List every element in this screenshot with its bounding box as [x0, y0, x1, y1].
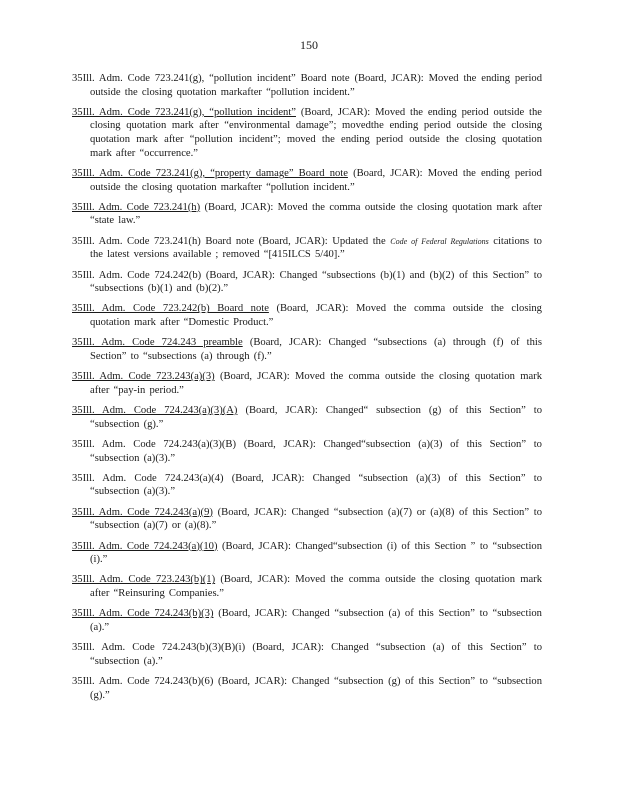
entry-text: (Board, JCAR): Moved the comma outside the closing quotation mark after “pay-in period.”	[90, 371, 542, 396]
entry-text: (Board, JCAR): Moved the comma outside the closing quotation mark after “Reinsuring Companies.”	[90, 574, 543, 600]
entry	[72, 167, 542, 194]
entry	[72, 201, 542, 228]
entry	[72, 540, 542, 567]
entry-text: (Board, JCAR): Changed “subsection (a)(3) of this Section” to “subsection (a)(3).”	[90, 472, 542, 498]
entry	[72, 302, 542, 329]
entry-citation: 35Ill. Adm. Code 723.243(b)(1)	[72, 574, 216, 586]
entry-text: (Board, JCAR): Changed “subsection (a)(7) or (a)(8) of this Section” to “subsection (a)(7) or (a)(8).”	[90, 506, 542, 532]
entry-text: (Board, JCAR): Moved the comma outside the closing quotation mark after “Domestic Product.”	[90, 303, 542, 329]
entry-citation: 35Ill. Adm. Code 724.243 preamble	[72, 337, 243, 349]
entry-text: (Board, JCAR): Changed“subsection (i) of this Section ” to “subsection (i).”	[90, 540, 542, 566]
entry	[72, 506, 542, 533]
entry-text: (Board, JCAR): Changed“subsection (a)(3) of this Section” to “subsection (a)(3).”	[90, 438, 542, 464]
entry-citation: 35Ill. Adm. Code 724.243(a)(9)	[72, 506, 213, 518]
entry	[72, 106, 542, 160]
entry-citation: 35Ill. Adm. Code 724.243(a)(10)	[72, 540, 218, 552]
errata-list	[72, 72, 542, 709]
entry-text: citations to the latest versions available ; removed “[415ILCS 5/40].”	[90, 235, 542, 261]
entry-text: (Board, JCAR): Changed “subsection (a) of this Section” to “subsection (a).”	[90, 642, 542, 667]
entry	[72, 641, 542, 668]
entry-citation: 35Ill. Adm. Code 724.243(a)(3)(A)	[72, 405, 238, 417]
entry	[72, 370, 542, 397]
entry-citation: 35Ill. Adm. Code 724.243(b)(3)	[72, 608, 214, 620]
entry	[72, 269, 542, 296]
entry-citation: 35Ill. Adm. Code 723.242(b) Board note	[72, 303, 269, 315]
entry	[72, 573, 542, 600]
entry-citation: 35Ill. Adm. Code 723.241(g), “pollution incident”	[72, 106, 296, 118]
page-number: 150	[300, 38, 318, 52]
entry	[72, 607, 542, 634]
entry-text: (Board, JCAR): Changed “subsection (g) of this Section” to “subsection (g).”	[90, 676, 542, 701]
entry-text: (Board, JCAR): Changed “subsections (a) through (f) of this Section” to “subsections (a) through (f).”	[90, 337, 542, 362]
entry-citation: 35Ill. Adm. Code 723.241(h) Board note	[72, 235, 255, 247]
entry	[72, 472, 542, 499]
entry	[72, 438, 542, 465]
entry-citation: 35Ill. Adm. Code 724.243(b)(6)	[72, 676, 214, 688]
entry-citation: 35Ill. Adm. Code 723.241(g), “property damage” Board note	[72, 167, 348, 179]
entry-text: (Board, JCAR): Moved the ending period outside the closing quotation markafter “pollution incident.”	[90, 73, 542, 98]
entry-prefix: (Board, JCAR): Updated the	[258, 235, 386, 247]
entry-text: (Board, JCAR): Changed “subsection (a) of this Section” to “subsection (a).”	[90, 608, 542, 633]
entry-citation: 35Ill. Adm. Code 723.241(g), “pollution incident” Board note	[72, 73, 350, 84]
entry-citation: 35Ill. Adm. Code 724.242(b)	[72, 269, 202, 281]
entry-citation: 35Ill. Adm. Code 724.243(b)(3)(B)(i)	[72, 642, 246, 654]
entry-italic-term: Code of Federal Regulations	[390, 236, 489, 246]
entry-citation: 35Ill. Adm. Code 724.243(a)(3)(B)	[72, 438, 236, 450]
entry	[72, 72, 542, 99]
entry-citation: 35Ill. Adm. Code 723.243(a)(3)	[72, 371, 215, 383]
entry	[72, 336, 542, 363]
entry-text: (Board, JCAR): Changed “subsections (b)(1) and (b)(2) of this Section” to “subsections (b)(1) and (b)(2).”	[90, 269, 542, 295]
entry	[72, 404, 542, 431]
entry	[72, 675, 542, 702]
entry-text: (Board, JCAR): Moved the ending period outside the closing quotation mark after “environmental damage”; movedthe ending period outside the closing quotation mark after “pollution incident”; moved the ending period outside the closing quotation mark after “occurrence.”	[90, 106, 542, 159]
entry	[72, 235, 542, 262]
entry-text: (Board, JCAR): Changed“ subsection (g) of this Section” to “subsection (g).”	[90, 405, 542, 430]
entry-citation: 35Ill. Adm. Code 724.243(a)(4)	[72, 472, 224, 484]
entry-citation: 35Ill. Adm. Code 723.241(h)	[72, 201, 201, 213]
entry-text: (Board, JCAR): Moved the ending period outside the closing quotation markafter “pollution incident.”	[90, 167, 542, 193]
entry-text: (Board, JCAR): Moved the comma outside the closing quotation mark after “state law.”	[90, 201, 542, 227]
